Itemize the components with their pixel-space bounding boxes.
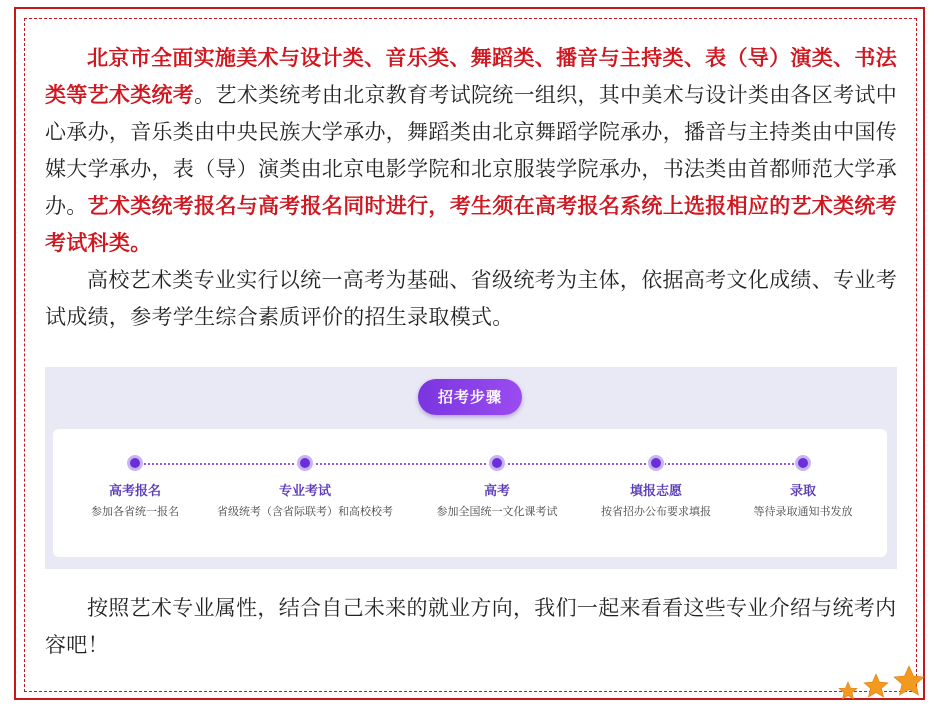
step-description: 参加全国统一文化课考试	[436, 505, 558, 518]
closing-paragraph-wrap	[45, 590, 897, 664]
step-description: 参加各省统一报名	[91, 505, 179, 518]
step-title: 填报志愿	[629, 484, 682, 499]
step-description: 按省招办公布要求填报	[601, 505, 711, 518]
paragraph-1-text: 。艺术类统考由北京教育考试院统一组织，其中美术与设计类由各区考试中心承办，音乐类由中央民族大学承办，舞蹈类由北京舞蹈学院承办，播音与主持类由中国传媒大学承办，表（导）演类由北京电影学院和北京服装学院承办，书法类由首都师范大学承办。	[45, 83, 898, 218]
step-admission	[693, 455, 913, 520]
step-title: 录取	[789, 484, 816, 499]
step-title: 高考报名	[108, 484, 161, 499]
star-icon	[839, 682, 857, 699]
decorative-stars	[836, 664, 931, 700]
star-icon	[894, 666, 924, 695]
article-body	[45, 40, 897, 336]
steps-badge: 招考步骤	[418, 379, 522, 415]
highlight-exam-categories: 北京市全面实施美术与设计类、音乐类、舞蹈类、播音与主持类、表（导）演类、书法类等艺术类统考	[45, 46, 897, 107]
step-description: 省级统考（含省际联考）和高校校考	[217, 505, 393, 518]
admission-steps-panel	[45, 367, 897, 569]
highlight-registration-note: 艺术类统考报名与高考报名同时进行，考生须在高考报名系统上选报相应的艺术类统考考试科类。	[45, 194, 898, 255]
step-title: 专业考试	[278, 484, 331, 499]
step-dot-icon	[127, 455, 143, 471]
steps-card	[53, 429, 887, 557]
star-icon	[864, 674, 888, 697]
paragraph-2: 高校艺术类专业实行以统一高考为基础、省级统考为主体，依据高考文化成绩、专业考试成绩，参考学生综合素质评价的招生录取模式。	[45, 268, 897, 329]
step-description: 等待录取通知书发放	[753, 505, 853, 518]
step-dot-icon	[297, 455, 313, 471]
step-dot-icon	[489, 455, 505, 471]
paragraph-1	[45, 40, 897, 262]
step-professional-exam	[195, 455, 415, 520]
step-dot-icon	[795, 455, 811, 471]
step-dot-icon	[648, 455, 664, 471]
step-title: 高考	[483, 484, 510, 499]
closing-paragraph: 按照艺术专业属性，结合自己未来的就业方向，我们一起来看看这些专业介绍与统考内容吧！	[45, 596, 897, 657]
